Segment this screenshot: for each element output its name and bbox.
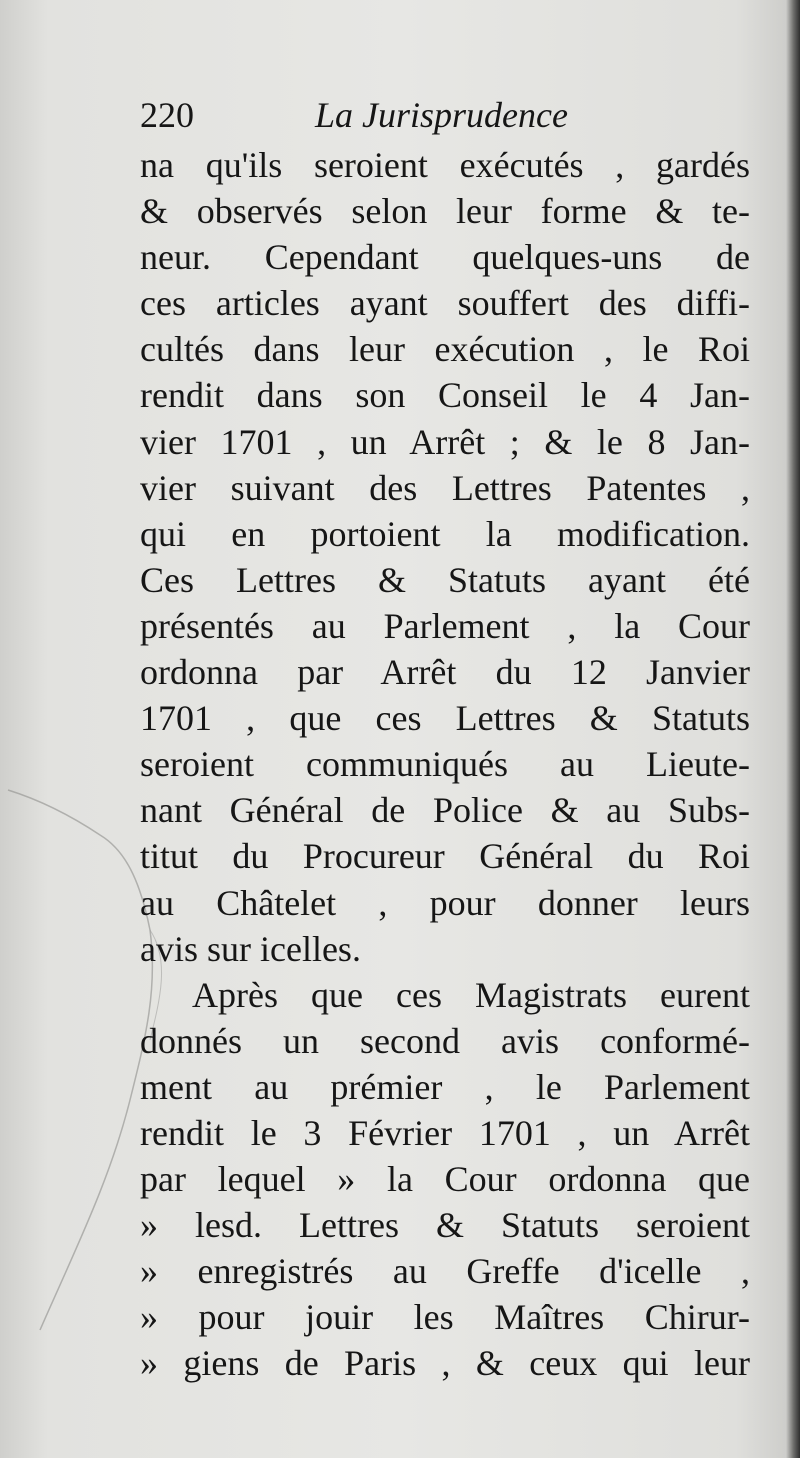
text-line: au Châtelet , pour donner leurs [140,882,750,923]
body-text [140,142,750,1387]
text-line: qui en portoient la modification. [140,513,750,554]
text-line: vier 1701 , un Arrêt ; & le 8 Jan- [140,421,750,462]
page-number: 220 [140,95,194,135]
text-line: & observés selon leur forme & te- [140,191,750,232]
text-line: na qu'ils seroient exécutés , gardés [140,145,750,185]
text-line: ment au prémier , le Parlement [140,1066,750,1107]
page-edge-shadow [786,0,800,1458]
text-line: » pour jouir les Maîtres Chirur- [140,1297,750,1338]
text-line: » lesd. Lettres & Statuts seroient [140,1205,750,1246]
text-line: ordonna par Arrêt du 12 Janvier [140,652,750,693]
text-line: rendit dans son Conseil le 4 Jan- [140,375,750,416]
text-line: rendit le 3 Février 1701 , un Arrêt [140,1112,750,1153]
text-line: avis sur icelles. [140,928,361,969]
text-line: cultés dans leur exécution , le Roi [140,329,750,370]
text-line: donnés un second avis conformé- [140,1020,750,1061]
text-line: 1701 , que ces Lettres & Statuts [140,698,750,739]
text-line: présentés au Parlement , la Cour [140,605,750,646]
running-title: La Jurisprudence [315,95,568,135]
text-line: par lequel » la Cour ordonna que [140,1159,750,1200]
text-line: » giens de Paris , & ceux qui leur [140,1343,750,1384]
text-line: ces articles ayant souffert des diffi- [140,283,750,324]
text-line: titut du Procureur Général du Roi [140,836,750,877]
text-line: neur. Cependant quelques-uns de [140,237,750,278]
paragraph-first-line: Après que ces Magistrats eurent [192,974,750,1015]
text-line: vier suivant des Lettres Patentes , [140,467,750,508]
text-line: nant Général de Police & au Subs- [140,790,750,831]
page-header [140,92,750,138]
text-line: seroient communiqués au Lieute- [140,744,750,785]
text-line: » enregistrés au Greffe d'icelle , [140,1251,750,1292]
text-line: Ces Lettres & Statuts ayant été [140,559,750,600]
